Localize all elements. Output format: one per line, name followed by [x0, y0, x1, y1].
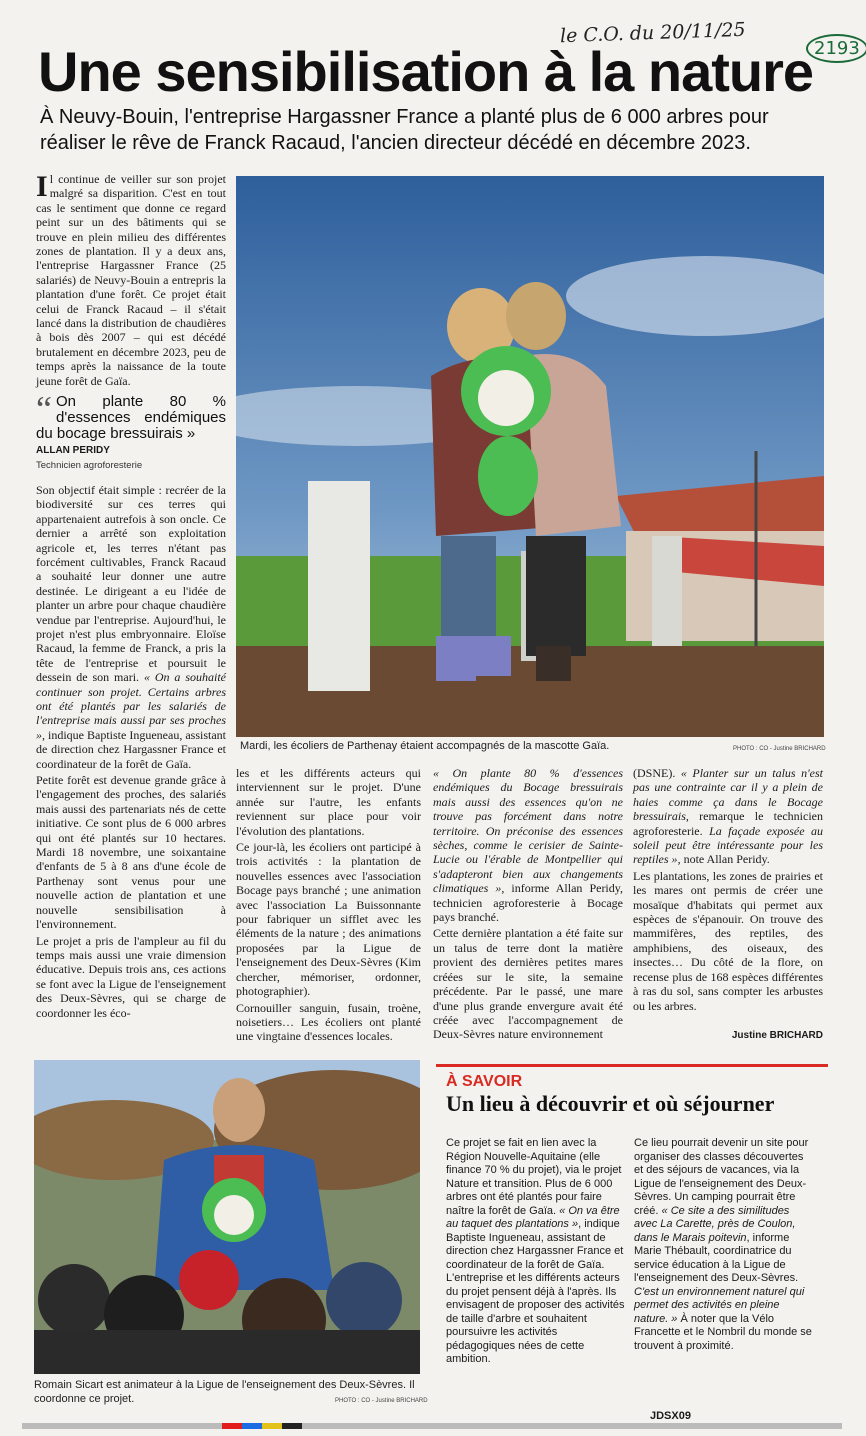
- main-photo-caption: Mardi, les écoliers de Parthenay étaient accompagnés de la mascotte Gaïa.: [240, 740, 610, 752]
- info-box: [436, 1064, 828, 1413]
- paragraph-text: , note Allan Peridy.: [677, 852, 770, 867]
- pull-quote: [36, 389, 226, 473]
- pull-quote-author: ALLAN PERIDY: [36, 445, 110, 457]
- handwritten-annotation: le C.O. du 20/11/25: [559, 18, 746, 48]
- paragraph: [36, 483, 226, 771]
- page-number-stamp: 2193: [806, 34, 866, 63]
- quote-text: « On va être au taquet des plantations »: [446, 1204, 620, 1230]
- article-column-1: [36, 172, 226, 1022]
- paragraph: Ce jour-là, les écoliers ont participé à trois activités : la plantation de nouvelles essences avec l'association Bocage pays branché ; une animation avec l'association La Buissonnante pour fabriquer un sifflet avec les éléments de la nature ; des animations proposées par la Ligue de l'enseignement des Deux-Sèvres (Kim chercher, mémoriser, ordonner, photographier).: [236, 840, 421, 999]
- secondary-photo: [34, 1060, 420, 1374]
- box-column-right: [634, 1137, 814, 1353]
- quote-text: « On a souhaité continuer son projet. Certains arbres ont été plantés par les salariés de l'entreprise mais aussi par ses proches »: [36, 670, 226, 742]
- paragraph: Cette dernière plantation a été faite sur un talus de terre dont la matière provient des dernières petites mares créées sur le site, la semaine précédente. Par le passé, une mare d'une plus grande envergure avait été créée avec l'accompagnement de Deux-Sèvres nature environnement: [433, 926, 623, 1042]
- pull-quote-role: Technicien agroforesterie: [36, 459, 143, 471]
- article-column-3: [433, 766, 623, 1044]
- color-registration-bar: [22, 1416, 842, 1422]
- paragraph: Petite forêt est devenue grande grâce à l'engagement des proches, des salariés mais aussi des partenariats nés de cette initiative. Ce sont plus de 6 000 arbres qui ont été plantés sur 10 hectares. Mardi 18 novembre, une soixantaine d'enfants de 5 à 8 ans d'une école de Parthenay sont venus pour une nouvelle action de plantation et une nouvelle sensibilisation à l'environnement.: [36, 773, 226, 932]
- quote-text: « On plante 80 % d'essences endémiques du Bocage bressuirais mais aussi des essences qu'on ne trouve pas forcément dans notre territoire. On préconise des essences sèches, comme le cerisier de Sainte-Lucie ou l'érable de Montpellier qui s'adapteront bien aux changements climatiques »: [433, 766, 623, 896]
- standfirst: À Neuvy-Bouin, l'entreprise Hargassner France a planté plus de 6 000 arbres pour réaliser le rêve de Franck Racaud, l'ancien directeur décédé en décembre 2023.: [40, 106, 769, 154]
- pull-quote-text: On plante 80 % d'essences endémiques du bocage bressuirais »: [36, 393, 226, 443]
- headline: Une sensibilisation à la nature: [38, 40, 814, 103]
- paragraph: [36, 172, 226, 388]
- byline: Justine BRICHARD: [731, 1029, 823, 1041]
- paragraph-text: , indique Baptiste Ingueneau, assistant de direction chez Hargassner France et coordinateur de la forêt de Gaïa. L'entreprise et les différents acteurs du projet pensent déjà à l'après. Ils envisagent de proposer des activités de taille d'arbre et souhaitent poursuivre les activités pédagogiques nées de cette ambition.: [446, 1218, 625, 1365]
- dropcap: I: [36, 170, 48, 203]
- paragraph: [633, 766, 823, 867]
- quote-text: La façade exposée au soleil peut être intéressante pour les reptiles »: [633, 823, 824, 867]
- paragraph-text: , informe Allan Peridy, technicien agroforesterie à Bocage pays branché.: [433, 881, 623, 925]
- secondary-photo-caption: Romain Sicart est animateur à la Ligue de l'enseignement des Deux-Sèvres. Il coordonne ce projet.: [34, 1379, 415, 1405]
- paragraph: Le projet a pris de l'ampleur au fil du temps mais aussi une vraie dimension éducative. Depuis trois ans, ces actions se font avec la Ligue de l'enseignement des Deux-Sèvres, qui se charge de coordonner les éco-: [36, 933, 226, 1020]
- page-code: JDSX09: [650, 1410, 691, 1422]
- article-column-2: [236, 766, 421, 1046]
- article-column-4: [633, 766, 823, 1043]
- paragraph-text: (DSNE).: [633, 766, 676, 780]
- secondary-photo-credit: PHOTO : CO - Justine BRICHARD: [335, 1398, 428, 1404]
- paragraph-text: À noter que la Vélo Francette et le Nombril du monde se trouvent à proximité.: [634, 1312, 812, 1352]
- paragraph-text: , remarque le technicien agroforesterie.: [633, 809, 823, 838]
- box-kicker: À SAVOIR: [446, 1073, 523, 1090]
- paragraph: les et les différents acteurs qui interviennent sur le projet. D'une année sur l'autre, les enfants reviennent sur place pour voir l'évolution des plantations.: [236, 766, 421, 838]
- paragraph: Les plantations, les zones de prairies et les mares ont permis de créer une mosaïque d'habitats qui permet aux espèces de s'épanouir. On trouve des mammifères, des reptiles, des amphibiens, des oiseaux, des insectes… Du côté de la flore, on recense plus de 168 espèces différentes à ras du sol, sans compter les arbustes ou les arbres.: [633, 868, 823, 1013]
- quote-text: « Ce site a des similitudes avec La Carette, près de Coulon, dans le Marais poitevin: [634, 1204, 796, 1244]
- quote-mark-icon: “: [36, 389, 52, 430]
- quote-text: C'est un environnement naturel qui permet des activités en pleine nature. »: [634, 1285, 805, 1325]
- box-column-left: [446, 1137, 626, 1367]
- box-title: Un lieu à découvrir et où séjourner: [446, 1091, 775, 1116]
- paragraph-text: Son objectif était simple : recréer de la biodiversité sur ces terres qui appartenaient autrefois à son oncle. Ce dernier a arrêté son exploitation agricole et, les terres n'étant pas forcément cultivables, Franck Racaud a souhaité leur donner une autre destinée. Le dirigeant a eu l'idée de planter un arbre pour chaque chaudière vendue par l'entreprise. Aujourd'hui, le projet n'est plus embryonnaire. Eloïse Racaud, la femme de Franck, a pris la tête de l'entreprise et poursuit le dessein de son mari.: [36, 482, 226, 685]
- paragraph-text: , informe Marie Thébault, coordinatrice du service éducation à la Ligue de l'enseignement des Deux-Sèvres.: [634, 1231, 799, 1284]
- main-photo-credit: PHOTO : CO - Justine BRICHARD: [733, 746, 826, 752]
- paragraph-text: l continue de veiller sur son projet malgré sa disparition. C'est en tout cas le sentiment que donne ce regard peint sur un des bâtiments qui se trouve en plein milieu des différentes zones de plantation. Il y a deux ans, l'entreprise Hargassner France (25 salariés) de Neuvy-Bouin a entrepris la plantation d'une forêt. Ce projet était celui de Franck Racaud – il s'était lancé dans la distribution de chaudières à bois dès 2007 – qui est décédé brutalement en décembre 2023, peu de temps après la naissance de la toute jeune forêt de Gaïa.: [36, 172, 226, 388]
- paragraph: Cornouiller sanguin, fusain, troène, noisetiers… Les écoliers ont planté une vingtaine d'essences locales.: [236, 1000, 421, 1044]
- main-photo: [236, 176, 824, 737]
- paragraph-text: , indique Baptiste Ingueneau, assistant de direction chez Hargassner France et coordinateur de la forêt de Gaïa.: [36, 727, 226, 771]
- paragraph: [634, 1137, 814, 1353]
- photo-animator-with-children: [34, 1060, 420, 1374]
- paragraph-text: Ce projet se fait en lien avec la Région Nouvelle-Aquitaine (elle finance 70 % du projet), via le projet Nature et transition. Plus de 6 000 arbres ont été plantés pour faire naître la forêt de Gaïa.: [446, 1137, 622, 1217]
- paragraph: [433, 766, 623, 924]
- quote-text: « Planter sur un talus n'est pas une contrainte car il y a plein de haies comme ça dans le Bocage bressuirais: [633, 766, 823, 824]
- paragraph-text: Ce lieu pourrait devenir un site pour organiser des classes découvertes et des séjours de vacances, via la Ligue de l'enseignement des Deux-Sèvres. Un camping pourrait être créé.: [634, 1137, 809, 1217]
- paragraph: [446, 1137, 626, 1367]
- photo-children-with-mascot: [236, 176, 824, 737]
